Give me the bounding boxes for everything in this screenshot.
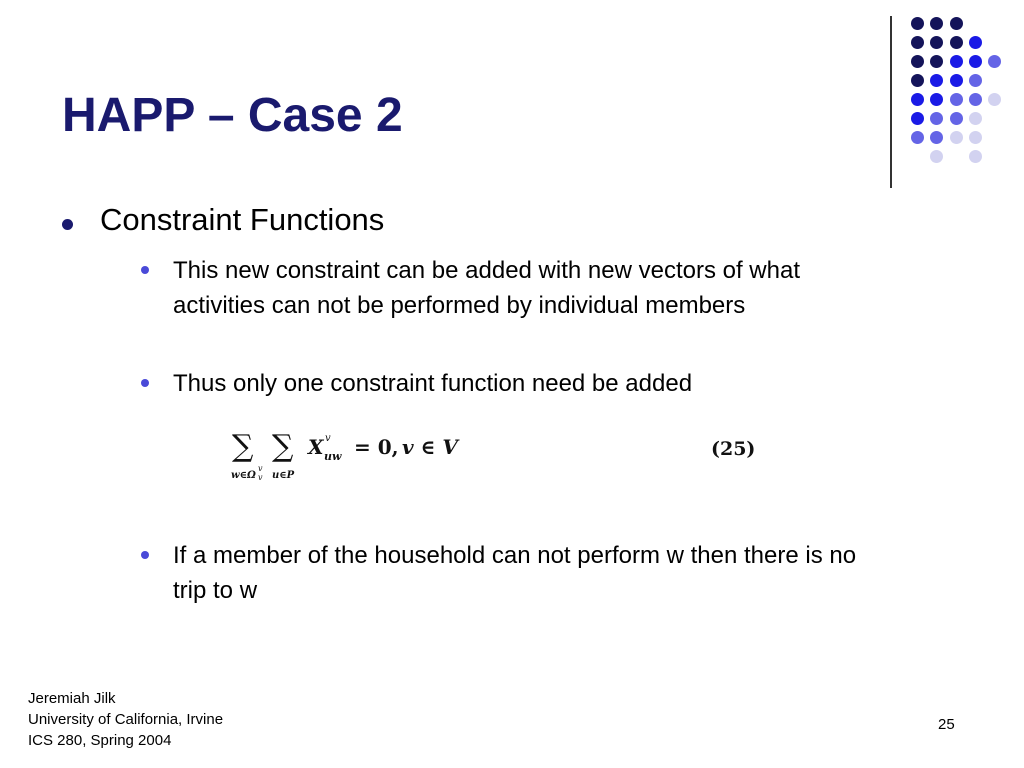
variable-subscript: uw (324, 450, 342, 463)
decor-dot (950, 55, 963, 68)
decor-dot (969, 131, 982, 144)
decor-dot (930, 17, 943, 30)
sum2-index: u∈P (272, 470, 295, 481)
sum-symbol-icon: ∑ (232, 429, 254, 464)
footer-institution: University of California, Irvine (28, 711, 224, 728)
decor-dot (969, 55, 982, 68)
decor-dot (950, 17, 963, 30)
equation-condition: v ∈ V (402, 435, 458, 459)
decor-dot (988, 93, 1001, 106)
sum1-subscript: v (258, 473, 263, 482)
decor-dot (930, 93, 943, 106)
decor-dot (911, 93, 924, 106)
decor-dot (969, 112, 982, 125)
decor-dot (911, 55, 924, 68)
decor-dot (969, 36, 982, 49)
constraint-equation (228, 424, 768, 484)
decorative-vertical-rule (890, 16, 892, 188)
bullet-dot-icon (141, 266, 149, 274)
decor-dot (969, 93, 982, 106)
decor-dot (930, 112, 943, 125)
decor-dot (930, 131, 943, 144)
decor-dot (950, 112, 963, 125)
equation-variable: X (308, 435, 324, 459)
decor-dot (930, 74, 943, 87)
decor-dot (950, 93, 963, 106)
slide-title: HAPP – Case 2 (62, 89, 403, 142)
decor-dot (930, 36, 943, 49)
decor-dot (930, 150, 943, 163)
decor-dot (911, 17, 924, 30)
footer-course: ICS 280, Spring 2004 (28, 732, 172, 749)
decor-dot (950, 131, 963, 144)
variable-superscript: v (325, 433, 331, 444)
decor-dot (911, 131, 924, 144)
page-number: 25 (938, 716, 955, 733)
sum-symbol-icon: ∑ (272, 429, 294, 464)
decor-dot (911, 36, 924, 49)
equation-rhs: = 0, (354, 435, 399, 459)
bullet-level2-text: Thus only one constraint function need be added (173, 370, 693, 397)
bullet-dot-icon (141, 551, 149, 559)
slide-footer (28, 688, 223, 751)
bullet-level1-text: Constraint Functions (100, 202, 385, 237)
sum1-index: w∈Ω (231, 470, 256, 481)
decor-dot (950, 36, 963, 49)
footer-author: Jeremiah Jilk (28, 690, 116, 707)
sum1-superscript: v (258, 464, 263, 473)
bullet-level2-text: If a member of the household can not perform w then there is no trip to w (173, 542, 857, 604)
decor-dot (969, 74, 982, 87)
equation-number: (25) (711, 438, 756, 460)
bullet-level2-text: This new constraint can be added with new vectors of what activities can not be performed by individual members (173, 257, 800, 319)
bullet-dot-icon (141, 379, 149, 387)
decor-dot (950, 74, 963, 87)
bullet-dot-icon (62, 219, 73, 230)
decor-dot (969, 150, 982, 163)
decor-dot (911, 112, 924, 125)
decor-dot (988, 55, 1001, 68)
decor-dot (911, 74, 924, 87)
decor-dot (930, 55, 943, 68)
